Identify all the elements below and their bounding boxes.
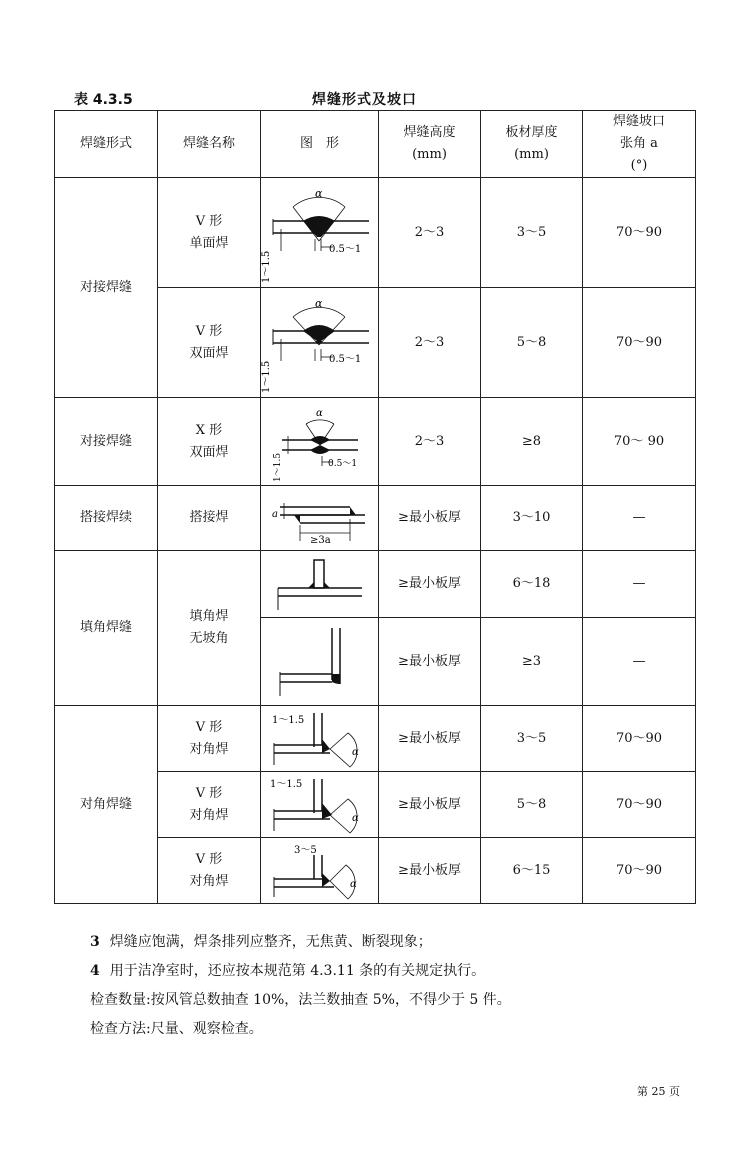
x-double-weld-figure (270, 402, 370, 482)
weld-form-cell: 对接焊缝 (55, 178, 158, 398)
weld-height-cell: ≥最小板厚 (379, 486, 481, 551)
header-plate-thickness-label: 板材厚度 (505, 125, 558, 140)
dim-height-label: 1～1.5 (272, 452, 283, 482)
groove-angle-cell: 70～90 (583, 178, 696, 288)
dim-height-label: 1～1.5 (260, 250, 272, 283)
alpha-label: α (351, 746, 359, 758)
figure-cell (261, 838, 379, 904)
weld-height-cell: 2～3 (379, 178, 481, 288)
weld-name-cell (158, 551, 261, 706)
weld-height-cell: 2～3 (379, 288, 481, 398)
note-4 (90, 959, 700, 984)
figure-cell (261, 486, 379, 551)
groove-angle-cell: 70～ 90 (583, 398, 696, 486)
groove-angle-cell: — (583, 618, 696, 706)
dim-gap-label: 0.5～1 (328, 353, 361, 365)
dim-height-label: 1～1.5 (260, 360, 272, 393)
weld-name-line1: V 形 (195, 323, 223, 339)
weld-name-line2: 双面焊 (189, 345, 229, 361)
weld-name-line1: V 形 (195, 851, 223, 867)
plate-thickness-cell: 3～5 (481, 178, 583, 288)
weld-form-cell: 对角焊缝 (55, 706, 158, 904)
v-corner-weld-figure (268, 841, 372, 901)
dim-a-label: a (271, 509, 278, 520)
v-double-weld-figure (260, 293, 377, 393)
weld-height-cell: ≥最小板厚 (379, 706, 481, 772)
weld-form-cell: 填角焊缝 (55, 551, 158, 706)
t-fillet-weld-figure (270, 554, 370, 614)
groove-angle-cell: — (583, 551, 696, 618)
figure-cell (261, 288, 379, 398)
inspection-quantity: 检查数量:按风管总数抽查 10%，法兰数抽查 5%，不得少于 5 件。 (90, 992, 511, 1008)
weld-height-cell: ≥最小板厚 (379, 838, 481, 904)
notes-section (90, 930, 700, 1046)
weld-form-cell: 搭接焊续 (55, 486, 158, 551)
weld-height-cell: ≥最小板厚 (379, 772, 481, 838)
alpha-label: α (315, 407, 323, 419)
v-single-weld-figure (260, 183, 377, 283)
plate-thickness-cell: ≥8 (481, 398, 583, 486)
groove-angle-cell: 70～90 (583, 838, 696, 904)
weld-height-cell: ≥最小板厚 (379, 618, 481, 706)
table-row (55, 398, 696, 486)
figure-cell (261, 551, 379, 618)
dim-label: 1～1.5 (271, 714, 304, 726)
note-3-text: 焊缝应饱满，焊条排列应整齐，无焦黄、断裂现象； (109, 934, 432, 950)
dim-gap-label: 0.5～1 (328, 243, 361, 255)
header-weld-height-label: 焊缝高度 (403, 125, 456, 140)
weld-name-line2: 单面焊 (189, 235, 229, 251)
dim-3a-label: ≥3a (309, 535, 331, 546)
corner-fillet-weld-figure (270, 622, 370, 702)
weld-name-cell (158, 288, 261, 398)
alpha-label: α (314, 296, 322, 310)
table-header-row (55, 111, 696, 178)
plate-thickness-cell: 3～5 (481, 706, 583, 772)
weld-name-line1: V 形 (195, 213, 223, 229)
header-groove-label: 焊缝坡口 (612, 114, 665, 129)
alpha-label: α (349, 878, 357, 890)
figure-cell (261, 772, 379, 838)
weld-name-line2: 对角焊 (189, 873, 229, 889)
table-row (55, 178, 696, 288)
groove-angle-cell: — (583, 486, 696, 551)
plate-thickness-cell: ≥3 (481, 618, 583, 706)
header-figure: 图 形 (261, 111, 379, 178)
figure-cell (261, 706, 379, 772)
weld-name-line1: V 形 (195, 719, 223, 735)
figure-cell (261, 618, 379, 706)
weld-name-cell (158, 838, 261, 904)
lap-weld-figure (270, 489, 370, 547)
header-plate-thickness-unit: (mm) (514, 147, 549, 162)
note-4-number: 4 (90, 963, 100, 979)
weld-name-line1: X 形 (195, 422, 223, 438)
groove-angle-cell: 70～90 (583, 772, 696, 838)
v-corner-weld-figure (268, 775, 372, 835)
header-angle-label: 张角 a (620, 136, 658, 151)
weld-name-cell: 搭接焊 (158, 486, 261, 551)
weld-name-line2: 对角焊 (189, 741, 229, 757)
alpha-label: α (351, 812, 359, 824)
header-weld-name: 焊缝名称 (158, 111, 261, 178)
weld-name-cell (158, 398, 261, 486)
plate-thickness-cell: 6～15 (481, 838, 583, 904)
groove-angle-cell: 70～90 (583, 288, 696, 398)
weld-name-cell (158, 178, 261, 288)
weld-height-cell: ≥最小板厚 (379, 551, 481, 618)
table-row (55, 706, 696, 772)
figure-cell (261, 178, 379, 288)
header-weld-height-unit: (mm) (412, 147, 447, 162)
weld-form-cell: 对接焊缝 (55, 398, 158, 486)
weld-name-line2: 双面焊 (189, 444, 229, 460)
table-number: 表 4.3.5 (74, 92, 133, 108)
header-angle-unit: (°) (630, 158, 648, 173)
table-row (55, 551, 696, 618)
v-corner-weld-figure (268, 709, 372, 769)
dim-gap-label: 0.5～1 (327, 458, 357, 469)
weld-name-line2: 对角焊 (189, 807, 229, 823)
note-4-text: 用于洁净室时，还应按本规范第 4.3.11 条的有关规定执行。 (109, 963, 486, 979)
weld-table (54, 110, 696, 904)
plate-thickness-cell: 6～18 (481, 551, 583, 618)
plate-thickness-cell: 3～10 (481, 486, 583, 551)
weld-name-line1: 填角焊 (189, 609, 229, 624)
groove-angle-cell: 70～90 (583, 706, 696, 772)
weld-name-cell (158, 772, 261, 838)
weld-height-cell: 2～3 (379, 398, 481, 486)
header-plate-thickness (481, 111, 583, 178)
dim-label: 1～1.5 (269, 778, 302, 790)
header-weld-form: 焊缝形式 (55, 111, 158, 178)
dim-label: 3～5 (293, 844, 317, 856)
plate-thickness-cell: 5～8 (481, 772, 583, 838)
page-number: 第 25 页 (637, 1085, 680, 1098)
table-caption (54, 89, 694, 109)
inspection-method: 检查方法:尺量、观察检查。 (90, 1021, 263, 1037)
figure-cell (261, 398, 379, 486)
table-title: 焊缝形式及坡口 (312, 92, 417, 108)
weld-name-line1: V 形 (195, 785, 223, 801)
table-row (55, 486, 696, 551)
note-3 (90, 930, 700, 955)
alpha-label: α (314, 186, 322, 200)
weld-name-cell (158, 706, 261, 772)
note-3-number: 3 (90, 934, 100, 950)
header-groove-angle (583, 111, 696, 178)
weld-name-line2: 无坡角 (189, 631, 229, 646)
header-weld-height (379, 111, 481, 178)
plate-thickness-cell: 5～8 (481, 288, 583, 398)
